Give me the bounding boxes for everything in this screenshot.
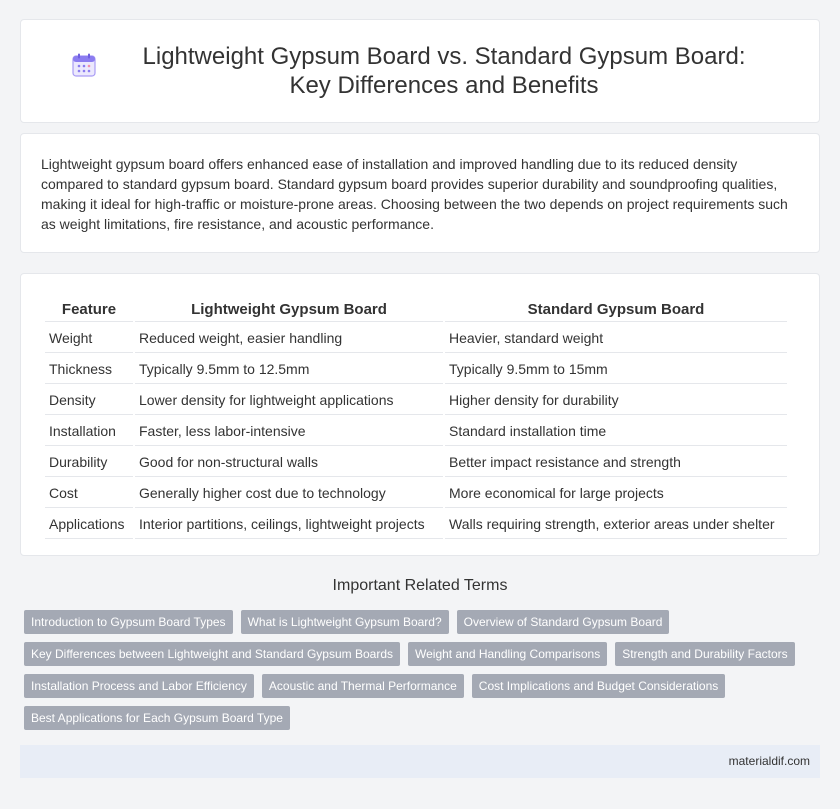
table-cell: Density [45,386,133,415]
table-cell: Walls requiring strength, exterior areas under shelter [445,510,787,539]
table-cell: Reduced weight, easier handling [135,324,443,353]
table-cell: Durability [45,448,133,477]
related-term-tag[interactable]: Best Applications for Each Gypsum Board Type [24,706,290,730]
table-row [45,386,787,415]
table-cell: Installation [45,417,133,446]
table-cell: Better impact resistance and strength [445,448,787,477]
table-cell: Typically 9.5mm to 12.5mm [135,355,443,384]
related-term-tag[interactable]: Weight and Handling Comparisons [408,642,607,666]
table-cell: More economical for large projects [445,479,787,508]
intro-text: Lightweight gypsum board offers enhanced ease of installation and improved handling due to its reduced density compared to standard gypsum board. Standard gypsum board provides superior durability and soundproofing qualities, making it ideal for high-traffic or moisture-prone areas. Choosing between the two depends on project requirements such as weight limitations, fire resistance, and acoustic performance. [41,156,788,232]
table-row [45,417,787,446]
table-row [45,324,787,353]
footer [20,745,820,778]
table-cell: Good for non-structural walls [135,448,443,477]
header-standard: Standard Gypsum Board [445,298,787,322]
table-cell: Thickness [45,355,133,384]
comparison-table [43,296,789,541]
related-term-tag[interactable]: Installation Process and Labor Efficiency [24,674,254,698]
table-cell: Faster, less labor-intensive [135,417,443,446]
table-cell: Lower density for lightweight applications [135,386,443,415]
table-header-row [45,298,787,322]
intro-card [20,133,820,253]
related-terms-title: Important Related Terms [332,577,508,594]
related-terms-list [24,610,824,738]
table-cell: Interior partitions, ceilings, lightweight projects [135,510,443,539]
related-term-tag[interactable]: Overview of Standard Gypsum Board [457,610,670,634]
table-cell: Heavier, standard weight [445,324,787,353]
table-cell: Higher density for durability [445,386,787,415]
table-cell: Applications [45,510,133,539]
header-lightweight: Lightweight Gypsum Board [135,298,443,322]
table-cell: Weight [45,324,133,353]
header-inner [60,42,780,100]
footer-site-link[interactable]: materialdif.com [728,754,810,768]
calendar-icon [71,52,97,78]
header-feature: Feature [45,298,133,322]
related-term-tag[interactable]: Cost Implications and Budget Considerations [472,674,725,698]
table-row [45,448,787,477]
table-cell: Standard installation time [445,417,787,446]
page-title: Lightweight Gypsum Board vs. Standard Gypsum Board: Key Differences and Benefits [142,43,746,99]
table-cell: Cost [45,479,133,508]
table-row [45,355,787,384]
related-term-tag[interactable]: Key Differences between Lightweight and Standard Gypsum Boards [24,642,400,666]
table-row [45,510,787,539]
table-cell: Generally higher cost due to technology [135,479,443,508]
table-cell: Typically 9.5mm to 15mm [445,355,787,384]
related-term-tag[interactable]: Acoustic and Thermal Performance [262,674,464,698]
comparison-card [20,273,820,556]
table-row [45,479,787,508]
header-card [20,19,820,123]
related-term-tag[interactable]: Introduction to Gypsum Board Types [24,610,233,634]
related-term-tag[interactable]: What is Lightweight Gypsum Board? [241,610,449,634]
related-term-tag[interactable]: Strength and Durability Factors [615,642,794,666]
